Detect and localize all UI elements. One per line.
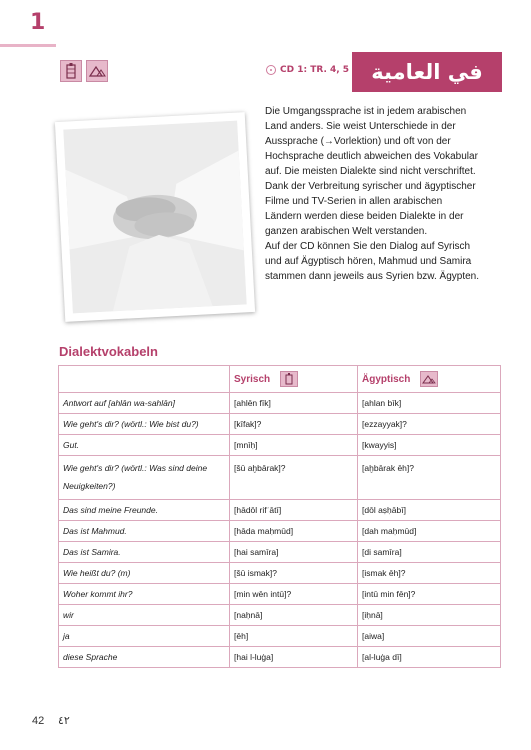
syrian-cell: [šū ismak]? — [230, 563, 358, 584]
syria-landmark-icon — [60, 60, 82, 82]
intro-paragraph-2: Dank der Verbreitung syrischer und ägyptischer Filme und TV-Serien in allen arabischen Ländern werden diese beiden Dialekte in der ganzen arabischen Welt verstanden. — [265, 181, 476, 237]
syrian-cell: [hai samīra] — [230, 542, 358, 563]
table-row — [59, 647, 501, 668]
german-cell: Das ist Samira. — [59, 542, 230, 563]
egyptian-cell: [ahlan bīk] — [358, 393, 501, 414]
egyptian-cell: [aḫbārak ēh]? — [358, 456, 501, 500]
page-number: 42 — [32, 715, 45, 727]
table-row — [59, 500, 501, 521]
egyptian-cell: [ezzayyak]? — [358, 414, 501, 435]
egyptian-cell: [al-luġa dī] — [358, 647, 501, 668]
header-syrian — [230, 366, 358, 393]
egypt-pyramids-icon — [420, 371, 438, 387]
german-cell: Woher kommt ihr? — [59, 584, 230, 605]
cd-reference — [266, 65, 349, 75]
table-header-row — [59, 366, 501, 393]
header-egyptian-label: Ägyptisch — [362, 373, 411, 385]
table-row — [59, 563, 501, 584]
chapter-number: 1 — [30, 10, 46, 35]
german-cell: Wie heißt du? (m) — [59, 563, 230, 584]
german-cell: Das sind meine Freunde. — [59, 500, 230, 521]
header-egyptian — [358, 366, 501, 393]
syrian-cell: [šū aḫbārak]? — [230, 456, 358, 500]
table-row — [59, 414, 501, 435]
photo-image — [63, 121, 246, 314]
german-cell: ja — [59, 626, 230, 647]
section-title: Dialektvokabeln — [59, 344, 158, 359]
chapter-divider — [0, 44, 56, 47]
syrian-cell: [hāda maḥmūd] — [230, 521, 358, 542]
german-cell: Wie geht's dir? (wörtl.: Was sind deine Neuigkeiten?) — [59, 456, 230, 500]
syria-landmark-icon — [280, 371, 298, 387]
page-number-arabic: ٤٢ — [58, 714, 70, 727]
hands-photo — [55, 112, 255, 322]
egyptian-cell: [ismak ēh]? — [358, 563, 501, 584]
syrian-cell: [min wēn intū]? — [230, 584, 358, 605]
intro-paragraph-3: Auf der CD können Sie den Dialog auf Syrisch und auf Ägyptisch hören, Mahmud und Samira stammen dann jeweils aus Syrien bzw. Ägypten. — [265, 241, 479, 282]
cd-icon — [266, 65, 276, 75]
egyptian-cell: [dah maḥmūd] — [358, 521, 501, 542]
egyptian-cell: [kwayyis] — [358, 435, 501, 456]
egyptian-cell: [di samīra] — [358, 542, 501, 563]
german-cell: Gut. — [59, 435, 230, 456]
table-row — [59, 521, 501, 542]
table-row — [59, 456, 501, 500]
syrian-cell: [kīfak]? — [230, 414, 358, 435]
lesson-title-arabic: في العامية — [371, 60, 483, 84]
syrian-cell: [ahlēn fīk] — [230, 393, 358, 414]
egyptian-cell: [dōl aṣḥābī] — [358, 500, 501, 521]
table-row — [59, 626, 501, 647]
german-cell: diese Sprache — [59, 647, 230, 668]
header-syrian-label: Syrisch — [234, 373, 271, 385]
header-german — [59, 366, 230, 393]
syrian-cell: [ēh] — [230, 626, 358, 647]
egyptian-cell: [aiwa] — [358, 626, 501, 647]
syrian-cell: [naḥnā] — [230, 605, 358, 626]
vocab-table — [58, 365, 501, 668]
table-row — [59, 542, 501, 563]
syrian-cell: [hai l-luġa] — [230, 647, 358, 668]
lesson-title-banner — [352, 52, 502, 92]
german-cell: Das ist Mahmud. — [59, 521, 230, 542]
german-cell: Wie geht's dir? (wörtl.: Wie bist du?) — [59, 414, 230, 435]
table-row — [59, 435, 501, 456]
cd-track-label: CD 1: TR. 4, 5 — [280, 65, 350, 75]
egyptian-cell: [intū min fēn]? — [358, 584, 501, 605]
table-row — [59, 605, 501, 626]
intro-paragraph-1: Die Umgangssprache ist in jedem arabischen Land anders. Sie weist Unterschiede in der Aussprache (→Vorlektion) und oft von der Hochsprache deutlich abweichen des Vokabular auf. Die meisten Dialekte sind nicht verschriftet. — [265, 106, 478, 177]
table-row — [59, 393, 501, 414]
syrian-cell: [mnīḥ] — [230, 435, 358, 456]
table-row — [59, 584, 501, 605]
egyptian-cell: [iḥnā] — [358, 605, 501, 626]
intro-text — [265, 104, 480, 284]
egypt-pyramids-icon — [86, 60, 108, 82]
syrian-cell: [hādōl rifʾātī] — [230, 500, 358, 521]
german-cell: Antwort auf [ahlān wa-sahlān] — [59, 393, 230, 414]
german-cell: wir — [59, 605, 230, 626]
